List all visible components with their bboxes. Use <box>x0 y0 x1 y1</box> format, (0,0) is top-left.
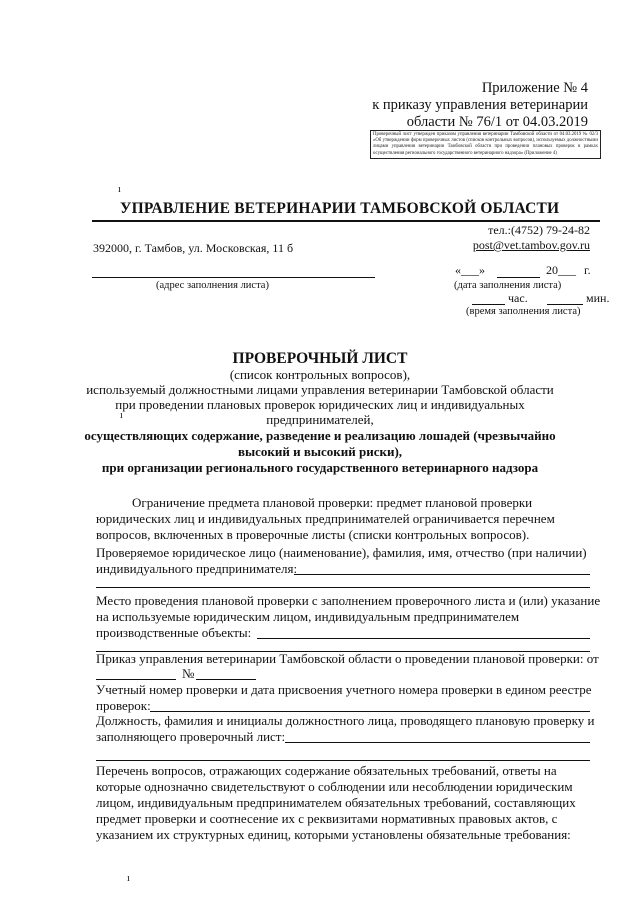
subtitle: (список контрольных вопросов), <box>229 367 411 382</box>
hours-label: час. <box>508 291 528 305</box>
page-title: ПРОВЕРОЧНЫЙ ЛИСТ <box>232 350 408 367</box>
place-line-2: на используемые юридическим лицом, индивидуальным предпринимателем <box>96 609 520 624</box>
checked-entity-field-2 <box>96 587 590 588</box>
date-day: «___» <box>455 263 485 277</box>
account-field <box>150 711 590 712</box>
bold-line-2: высокий и высокий риски), <box>237 444 403 459</box>
order-date-field <box>96 679 176 680</box>
official-line-1: Должность, фамилия и инициалы должностного лица, проводящего плановую проверку и <box>96 713 595 728</box>
limit-line-3: вопросов, включенных в проверочные листы (списки контрольных вопросов). <box>96 527 530 542</box>
list-line-4: предмет проверки и соотнесение их с реквизитами нормативных правовых актов, с <box>96 811 558 826</box>
account-line-2: проверок: <box>96 698 151 713</box>
list-line-1: Перечень вопросов, отражающих содержание обязательных требований, ответы на <box>96 763 557 778</box>
order-number-label: № <box>182 666 195 681</box>
appendix-line-1: Приложение № 4 <box>481 80 588 96</box>
intro-line-3: предпринимателей, <box>266 412 374 427</box>
account-line-1: Учетный номер проверки и дата присвоения учетного номера проверки в едином реестре <box>96 682 592 697</box>
place-line-3: производственные объекты: <box>96 625 252 640</box>
hours-line <box>472 304 505 305</box>
address: 392000, г. Тамбов, ул. Московская, 11 б <box>93 241 294 255</box>
phone: тел.:(4752) 79-24-82 <box>488 223 590 237</box>
header-rule <box>92 220 600 222</box>
order-line-1: Приказ управления ветеринарии Тамбовской области о проведении плановой проверки: от <box>96 651 599 666</box>
scan-mark-3: ı <box>127 873 130 884</box>
list-line-5: указанием их структурных единиц, которыми установлены обязательные требования: <box>96 827 571 842</box>
appendix-line-3: области № 76/1 от 04.03.2019 <box>406 114 588 130</box>
official-field <box>285 742 590 743</box>
list-line-3: лицом, индивидуальным предпринимателем обязательных требований, составляющих <box>96 795 576 810</box>
official-field-2 <box>96 760 590 761</box>
date-month-line <box>497 277 540 278</box>
minutes-label: мин. <box>586 291 610 305</box>
email-link[interactable]: post@vet.tambov.gov.ru <box>472 238 590 252</box>
scan-mark: ı <box>118 184 121 195</box>
official-line-2: заполняющего проверочный лист: <box>96 729 286 744</box>
bold-line-1: осуществляющих содержание, разведение и реализацию лошадей (чрезвычайно <box>84 428 556 443</box>
scan-mark-2: ı <box>120 410 123 421</box>
intro-line-2: при проведении плановых проверок юридических лиц и индивидуальных <box>115 397 525 412</box>
intro-line-1: используемый должностными лицами управления ветеринарии Тамбовской области <box>86 382 554 397</box>
place-field <box>257 638 590 639</box>
place-line-1: Место проведения плановой проверки с заполнением проверочного листа и (или) указание <box>96 593 601 608</box>
limit-line-2: юридических лиц и индивидуальных предпринимателей ограничивается перечнем <box>96 511 555 526</box>
date-suffix: г. <box>584 263 591 277</box>
appendix-line-2: к приказу управления ветеринарии <box>372 97 588 113</box>
fill-address-caption: (адрес заполнения листа) <box>156 280 269 291</box>
checked-entity-line-2: индивидуального предпринимателя: <box>96 561 298 576</box>
checked-entity-line-1: Проверяемое юридическое лицо (наименование), фамилия, имя, отчество (при наличии) <box>96 545 587 560</box>
list-line-2: которые однозначно свидетельствуют о соблюдении или несоблюдении юридическим <box>96 779 573 794</box>
checked-entity-field <box>294 574 590 575</box>
approval-stamp: Проверочный лист утвержден приказом управления ветеринарии Тамбовской области от 04.03.2019 № 02/3 «Об утверждении форм проверочных листов (списков контрольных вопросов), используемых должностными лицами управления ветеринарии Тамбовской области при проведении плановых проверок в рамках осуществления регионального государственного ветеринарного надзора» (Приложение 4) <box>370 130 601 159</box>
time-caption: (время заполнения листа) <box>466 306 581 317</box>
limit-line-1: Ограничение предмета плановой проверки: предмет плановой проверки <box>132 495 533 510</box>
date-caption: (дата заполнения листа) <box>454 280 562 291</box>
bold-line-3: при организации регионального государственного ветеринарного надзора <box>101 460 539 475</box>
address-line <box>92 277 375 278</box>
minutes-line <box>547 304 583 305</box>
organization-name: УПРАВЛЕНИЕ ВЕТЕРИНАРИИ ТАМБОВСКОЙ ОБЛАСТИ <box>120 200 560 217</box>
date-year: 20___ <box>546 263 576 277</box>
order-number-field <box>196 679 256 680</box>
